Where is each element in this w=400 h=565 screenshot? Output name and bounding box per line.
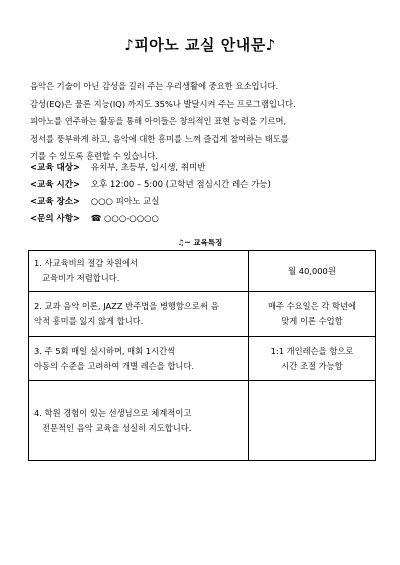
music-note-icon: ♪ bbox=[265, 36, 276, 54]
feature-detail-cell bbox=[249, 251, 376, 292]
info-row-contact bbox=[30, 211, 375, 228]
feature-detail-cell bbox=[249, 337, 376, 381]
feature-line: 2. 교과 음악 이론, JAZZ 반주법을 병행함으로써 음 bbox=[34, 301, 219, 311]
page-title bbox=[0, 34, 400, 55]
feature-detail: 매주 수요일은 각 학년에 맞게 이론 수업함 bbox=[267, 301, 357, 326]
intro-line: 기를 수 있도록 훈련할 수 있습니다. bbox=[30, 151, 159, 161]
intro-line: 정서를 풍부하게 하고, 음악에 대한 흥미를 느껴 즐겁게 참여하는 태도를 bbox=[30, 133, 289, 144]
intro-line: 피아노를 연주하는 활동을 통해 아이들은 창의적인 표현 능력을 기르며, bbox=[30, 116, 287, 126]
intro-paragraph bbox=[30, 78, 375, 166]
feature-cell bbox=[29, 337, 249, 381]
feature-cell bbox=[29, 381, 249, 461]
info-value: ☎ ○○○-○○○○ bbox=[90, 214, 159, 224]
table-row bbox=[29, 337, 376, 381]
info-list bbox=[30, 160, 375, 228]
info-label: <문의 사항> bbox=[30, 214, 81, 224]
feature-cell bbox=[29, 292, 249, 337]
intro-line: 음악은 기술이 아닌 감성을 길러 주는 우리생활에 중요한 요소입니다. bbox=[30, 81, 279, 91]
info-value: ○○○ 피아노 교실 bbox=[90, 197, 160, 207]
features-heading: ♫~ 교육특징 bbox=[177, 238, 223, 247]
intro-line: 감성(EQ)은 물론 지능(IQ) 까지도 35%나 발달시켜 주는 프로그램입니다. bbox=[30, 98, 296, 109]
feature-cell bbox=[29, 251, 249, 292]
feature-line: 교육비가 저렴합니다. bbox=[42, 273, 120, 283]
feature-detail: 월 40,000원 bbox=[288, 265, 336, 276]
feature-detail-cell bbox=[249, 381, 376, 461]
table-row bbox=[29, 292, 376, 337]
info-label: <교육 대상> bbox=[30, 163, 81, 173]
info-row-place bbox=[30, 194, 375, 211]
info-value: 유치부, 초등부, 입시생, 취미반 bbox=[90, 163, 206, 173]
info-row-target bbox=[30, 160, 375, 177]
feature-detail-cell bbox=[249, 292, 376, 337]
info-value: 오후 12:00 – 5:00 (고학년 점심시간 레슨 가능) bbox=[90, 180, 271, 190]
feature-line: 악적 흥미를 잃지 않게 합니다. bbox=[34, 316, 144, 326]
feature-detail: 1:1 개인레슨을 함으로 시간 조절 가능함 bbox=[270, 345, 354, 371]
info-row-time bbox=[30, 177, 375, 194]
feature-line: 전문적인 음악 교육을 성실히 지도합니다. bbox=[42, 422, 192, 433]
table-row bbox=[29, 381, 376, 461]
info-label: <교육 시간> bbox=[30, 180, 81, 190]
info-label: <교육 장소> bbox=[30, 197, 81, 207]
feature-line: 1. 사교육비의 절감 차원에서 bbox=[34, 258, 138, 268]
features-table bbox=[28, 250, 376, 461]
table-row bbox=[29, 251, 376, 292]
feature-line: 아동의 수준을 고려하여 개별 레슨을 합니다. bbox=[34, 360, 195, 371]
title-text: 피아노 교실 안내문 bbox=[134, 36, 266, 54]
music-note-icon: ♪ bbox=[124, 36, 135, 54]
feature-line: 4. 학원 경험이 있는 선생님으로 체계적이고 bbox=[34, 407, 192, 418]
feature-line: 3. 주 5회 매일 실시하며, 매회 1시간씩 bbox=[34, 345, 176, 356]
